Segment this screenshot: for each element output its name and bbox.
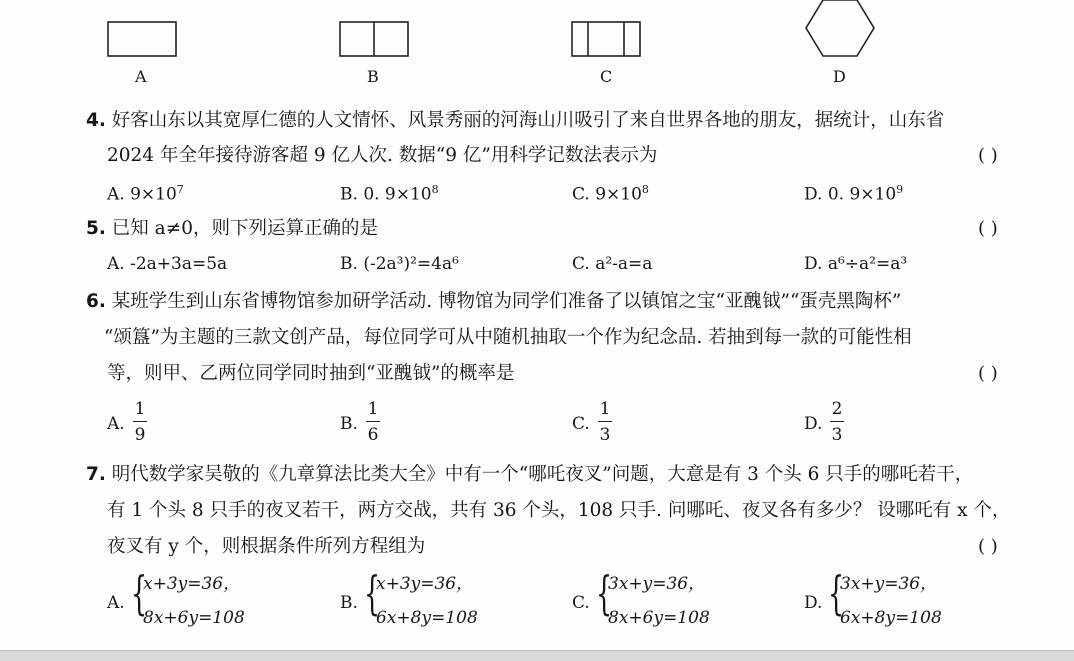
question-7-line-1 bbox=[86, 463, 973, 487]
option-label: D. bbox=[804, 184, 828, 205]
answer-paren[interactable]: ( ) bbox=[978, 536, 998, 557]
left-brace-icon: { bbox=[131, 566, 148, 620]
option-value: 0. 9×10 bbox=[363, 184, 432, 205]
question-6-line-2: “颂簋”为主题的三款文创产品，每位同学可从中随机抽取一个作为纪念品. 若抽到每一款的可能性相 bbox=[104, 327, 912, 348]
option-value: 0. 9×10 bbox=[827, 184, 897, 205]
equation-2: 8x+6y=108 bbox=[608, 608, 710, 628]
equation-2: 8x+6y=108 bbox=[143, 608, 245, 628]
option-label: A. bbox=[107, 184, 131, 205]
question-number: 5. bbox=[86, 218, 106, 239]
equation-2: 6x+8y=108 bbox=[376, 608, 478, 628]
hexagon-icon bbox=[806, 0, 874, 56]
option-label: C. bbox=[572, 184, 596, 205]
option-label: A. bbox=[107, 593, 125, 613]
option-label: B. bbox=[340, 184, 364, 205]
option-value: a²-a=a bbox=[595, 254, 653, 274]
question-4-line-1 bbox=[86, 109, 944, 133]
fraction-numerator: 2 bbox=[831, 399, 843, 419]
shape-figures bbox=[0, 0, 1074, 95]
question-text: 已知 a≠0，则下列运算正确的是 bbox=[111, 218, 378, 239]
option-label: B. bbox=[340, 414, 358, 434]
question-7-line-3: 夜叉有 y 个，则根据条件所列方程组为 bbox=[107, 536, 426, 557]
q5-option-a[interactable] bbox=[107, 253, 227, 275]
figure-label-a: A bbox=[135, 67, 147, 86]
answer-paren[interactable]: ( ) bbox=[978, 363, 998, 384]
question-number: 4. bbox=[86, 110, 106, 131]
option-value: (-2a³)²=4a⁶ bbox=[363, 254, 459, 274]
rectangle-one-cell-icon bbox=[108, 22, 176, 56]
figure-label-d: D bbox=[833, 67, 846, 86]
question-5-line-1 bbox=[86, 217, 378, 241]
question-number: 7. bbox=[86, 464, 106, 485]
question-number: 6. bbox=[86, 291, 106, 312]
fraction-numerator: 1 bbox=[134, 399, 146, 419]
option-value: 9×10 bbox=[130, 184, 177, 205]
figure-label-b: B bbox=[367, 67, 379, 86]
option-label: B. bbox=[340, 593, 358, 613]
equation-1: 3x+y=36， bbox=[608, 574, 706, 594]
option-value: a⁶÷a²=a³ bbox=[827, 254, 908, 274]
fraction-bar bbox=[598, 421, 612, 422]
fraction-numerator: 1 bbox=[599, 399, 611, 419]
option-exponent: 8 bbox=[431, 183, 439, 196]
equation-2: 6x+8y=108 bbox=[840, 608, 942, 628]
option-value: 9×10 bbox=[595, 184, 642, 205]
option-label: C. bbox=[572, 254, 596, 274]
question-4-line-2: 2024 年全年接待游客超 9 亿人次. 数据“9 亿”用科学记数法表示为 bbox=[107, 145, 658, 166]
fraction-denominator: 3 bbox=[831, 425, 843, 445]
question-text: 某班学生到山东省博物馆参加研学活动. 博物馆为同学们准备了以镇馆之宝“亚醜钺”“蛋壳黑陶杯” bbox=[111, 291, 902, 312]
fraction-bar bbox=[133, 421, 147, 422]
option-label: B. bbox=[340, 254, 364, 274]
fraction-denominator: 6 bbox=[367, 425, 379, 445]
fraction-denominator: 3 bbox=[599, 425, 611, 445]
option-exponent: 8 bbox=[641, 183, 649, 196]
left-brace-icon: { bbox=[828, 566, 845, 620]
option-label: D. bbox=[804, 593, 823, 613]
q4-option-a[interactable] bbox=[107, 179, 184, 206]
fraction-numerator: 1 bbox=[367, 399, 379, 419]
answer-paren[interactable]: ( ) bbox=[978, 145, 998, 166]
q4-option-d[interactable] bbox=[804, 179, 903, 206]
fraction-denominator: 9 bbox=[134, 425, 146, 445]
option-label: C. bbox=[572, 593, 590, 613]
figure-label-c: C bbox=[600, 67, 613, 86]
option-label: D. bbox=[804, 254, 828, 274]
q4-option-b[interactable] bbox=[340, 179, 439, 206]
rectangle-three-cell-icon bbox=[572, 22, 640, 56]
q4-option-c[interactable] bbox=[572, 179, 649, 206]
q5-option-d[interactable] bbox=[804, 253, 907, 275]
bottom-scroll-edge bbox=[0, 650, 1074, 661]
option-label: C. bbox=[572, 414, 590, 434]
question-7-line-2: 有 1 个头 8 只手的夜叉若干，两方交战，共有 36 个头，108 只手. 问哪吒、夜叉各有多少？ 设哪吒有 x 个， bbox=[107, 500, 1011, 521]
equation-1: x+3y=36， bbox=[143, 574, 241, 594]
question-6-line-3: 等，则甲、乙两位同学同时抽到“亚醜钺”的概率是 bbox=[107, 363, 515, 384]
option-value: -2a+3a=5a bbox=[130, 254, 228, 274]
equation-1: 3x+y=36， bbox=[840, 574, 938, 594]
equation-1: x+3y=36， bbox=[376, 574, 474, 594]
left-brace-icon: { bbox=[596, 566, 613, 620]
fraction-bar bbox=[366, 421, 380, 422]
option-label: D. bbox=[804, 414, 823, 434]
rectangle-two-cell-icon bbox=[340, 22, 408, 56]
question-text: 好客山东以其宽厚仁德的人文情怀、风景秀丽的河海山川吸引了来自世界各地的朋友，据统计，山东省 bbox=[111, 110, 945, 131]
fraction-bar bbox=[830, 421, 844, 422]
option-exponent: 7 bbox=[176, 183, 184, 196]
option-label: A. bbox=[107, 254, 131, 274]
question-text: 明代数学家吴敬的《九章算法比类大全》中有一个“哪吒夜叉”问题，大意是有 3 个头 6 只手的哪吒若干， bbox=[111, 464, 974, 485]
question-6-line-1 bbox=[86, 290, 901, 314]
option-label: A. bbox=[107, 414, 125, 434]
option-exponent: 9 bbox=[896, 183, 904, 196]
left-brace-icon: { bbox=[364, 566, 381, 620]
answer-paren[interactable]: ( ) bbox=[978, 218, 998, 239]
q5-option-c[interactable] bbox=[572, 253, 652, 275]
q5-option-b[interactable] bbox=[340, 253, 459, 275]
